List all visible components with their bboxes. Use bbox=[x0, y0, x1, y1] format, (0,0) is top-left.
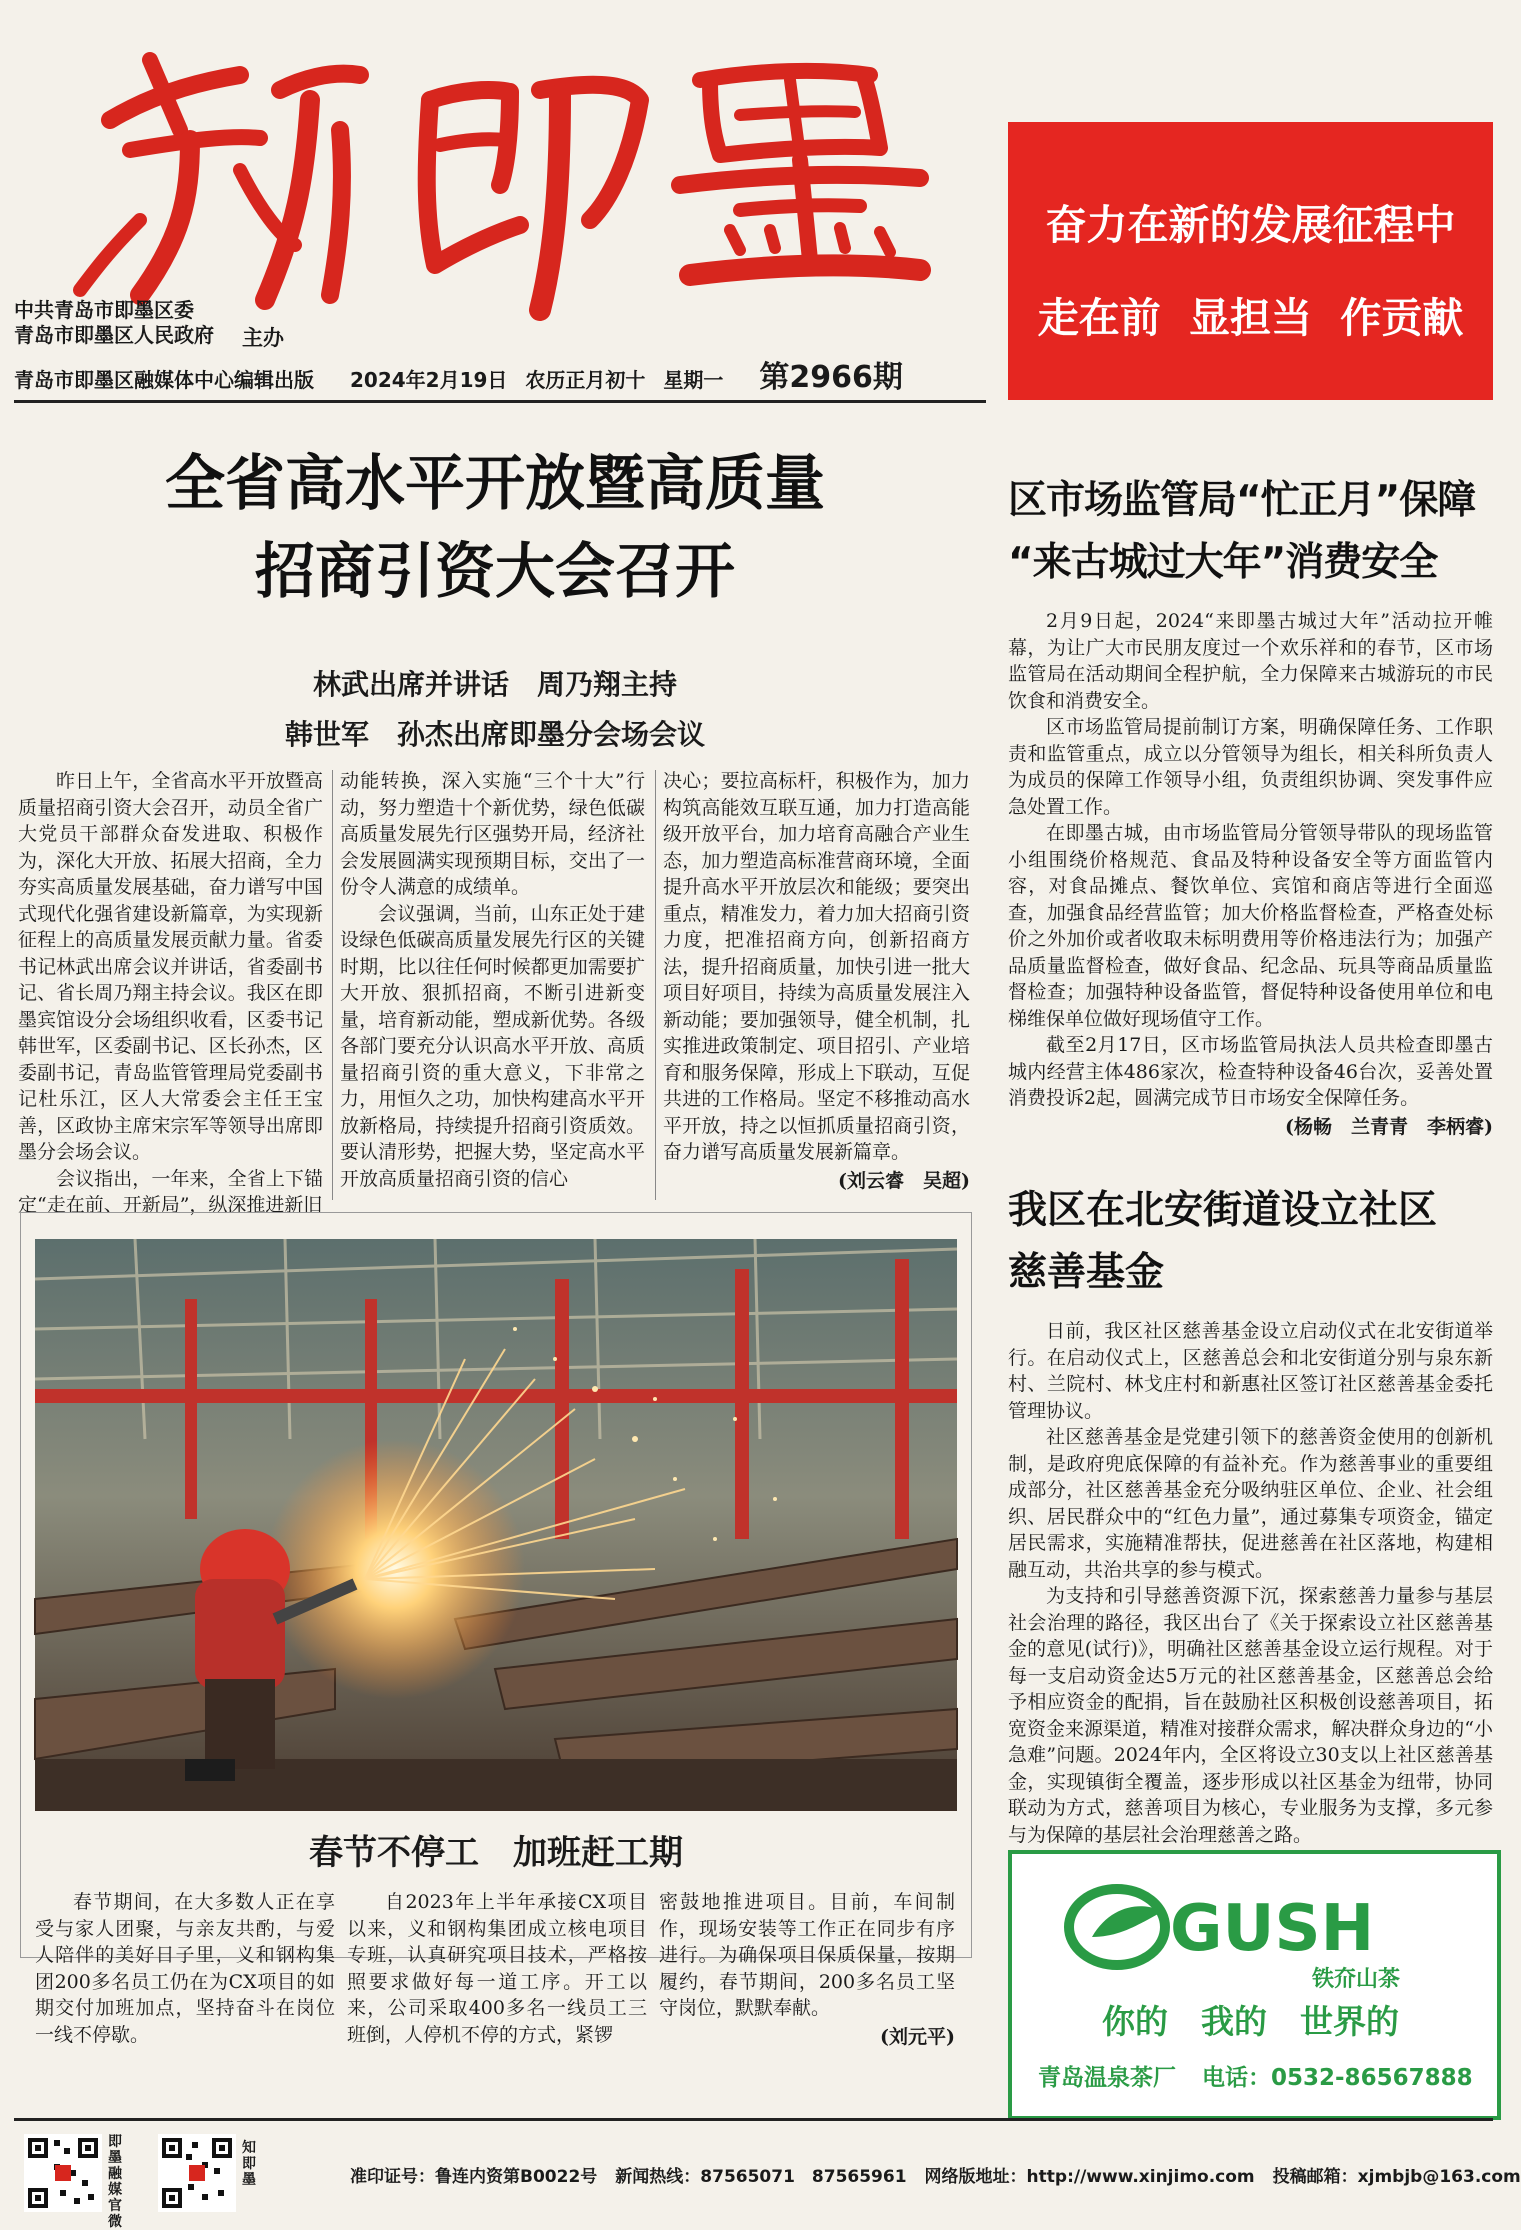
brand-sub: 铁夼山茶 bbox=[1312, 1967, 1401, 1992]
editor-line: 青岛市即墨区融媒体中心编辑出版 bbox=[14, 368, 314, 392]
qr-label-1: 即墨融媒官微 bbox=[108, 2134, 122, 2230]
ad-contact bbox=[1038, 2059, 1473, 2092]
lead-column-3 bbox=[663, 768, 970, 1193]
lead-subhead-line-1: 林武出席并讲话 周乃翔主持 bbox=[312, 668, 677, 701]
calligraphy-logo bbox=[40, 5, 960, 320]
lead-paragraph-2: 会议指出，一年来，全省上下锚定“走在前、开新局”，纵深推进新旧 bbox=[18, 1167, 323, 1216]
issue-bar bbox=[14, 352, 903, 396]
market-paragraph-2: 区市场监管局提前制订方案，明确保障任务、工作职责和监管重点，成立以分管领导为组长，相关科所负责人为成员的保障工作领导小组，负责组织协调、突发事件应急处置工作。 bbox=[1008, 716, 1493, 818]
publisher-2: 青岛市即墨区人民政府 bbox=[14, 323, 214, 347]
factory-photo bbox=[35, 1239, 957, 1811]
column-divider bbox=[655, 770, 656, 1200]
market-body bbox=[1008, 608, 1493, 1139]
charity-headline-line-1: 我区在北安街道设立社区 bbox=[1008, 1188, 1438, 1233]
photo-column-1 bbox=[35, 1889, 335, 2048]
lead-paragraph-4: 会议强调，当前，山东正处于建设绿色低碳高质量发展先行区的关键时期，比以往任何时候都更加需要扩大开放、狠抓招商，不断引进新变量，培育新动能，塑成新优势。各级各部门要充分认识高水平开放、高质量招商引资的重大意义，下非常之力，用恒久之功，加快构建高水平开放新格局，持续提升招商引资质效。要认清形势，把握大势，坚定高水平开放高质量招商引资的信心 bbox=[340, 902, 645, 1190]
publishers bbox=[14, 298, 214, 348]
lead-headline-line-1: 全省高水平开放暨高质量 bbox=[165, 449, 825, 519]
gush-logo bbox=[1062, 1882, 1442, 1972]
market-headline-line-1: 区市场监管局“忙正月”保障 bbox=[1008, 478, 1476, 523]
brand-name: GUSH bbox=[1170, 1892, 1375, 1966]
ad-company: 青岛温泉茶厂 bbox=[1038, 2065, 1176, 2091]
photo-column-3 bbox=[659, 1889, 955, 2049]
charity-headline-line-2: 慈善基金 bbox=[1008, 1250, 1165, 1295]
lead-headline bbox=[20, 440, 970, 616]
issue-number: 第2966期 bbox=[759, 360, 903, 395]
market-story bbox=[1008, 470, 1493, 1139]
lunar-date: 农历正月初十 bbox=[525, 368, 646, 392]
photo-byline: (刘元平) bbox=[880, 2025, 955, 2048]
license-number: 准印证号：鲁连内资第B0022号 bbox=[350, 2167, 598, 2187]
slogan-line-1: 奋力在新的发展征程中 bbox=[1045, 201, 1456, 249]
market-headline-line-2: “来古城过大年”消费安全 bbox=[1008, 540, 1438, 585]
lead-paragraph-1: 昨日上午，全省高水平开放暨高质量招商引资大会召开，动员全省广大党员干部群众奋发进取、积极作为，深化大开放、拓展大招商，全力夯实高质量发展基础，奋力谱写中国式现代化强省建设新篇章，为实现新征程上的高质量发展贡献力量。省委书记林武出席会议并讲话，省委副书记、省长周乃翔主持会议。我区在即墨宾馆设分会场组织收看，区委书记韩世军，区委副书记、区长孙杰，区委副书记，青岛监管管理局党委副书记杜乐江，区人大常委会主任王宝善，区政协主席宋宗军等领导出席即墨分会场会议。 bbox=[18, 770, 323, 1163]
photo-paragraph-2: 自2023年上半年承接CX项目以来，义和钢构集团成立核电项目专班，认真研究项目技术，严格按照要求做好每一道工序。开工以来，公司采取400多名一线员工三班倒，人停机不停的方式，紧锣 bbox=[347, 1891, 647, 2046]
charity-paragraph-3: 为支持和引导慈善资源下沉，探索慈善力量参与基层社会治理的路径，我区出台了《关于探索设立社区慈善基金的意见(试行)》，明确社区慈善基金设立运行规程。对于每一支启动资金达5万元的社区慈善基金，区慈善总会给予相应资金的配捐，旨在鼓励社区积极创设慈善项目，拓宽资金来源渠道，精准对接群众需求，解决群众身边的“小急难”问题。2024年内，全区将设立30支以上社区慈善基金，实现镇街全覆盖，逐步形成以社区基金为纽带，协同联动为方式，慈善项目为核心，专业服务为支撑，多元参与为保障的基层社会治理慈善之路。 bbox=[1008, 1585, 1493, 1846]
qr-code-2 bbox=[158, 2134, 236, 2212]
masthead-logo bbox=[40, 5, 960, 320]
publisher-1: 中共青岛市即墨区委 bbox=[14, 298, 194, 322]
masthead-rule-left bbox=[14, 400, 986, 403]
weekday: 星期一 bbox=[663, 368, 724, 392]
qr-label-2: 知即墨 bbox=[242, 2140, 256, 2188]
lead-column-1 bbox=[18, 768, 323, 1219]
footer bbox=[0, 2122, 1521, 2230]
slogan-line-2: 走在前 显担当 作贡献 bbox=[1037, 294, 1464, 342]
market-paragraph-1: 2月9日起，2024“来即墨古城过大年”活动拉开帷幕，为让广大市民朋友度过一个欢乐祥和的春节，区市场监管局在活动期间全程护航，全力保障来古城游玩的市民饮食和消费安全。 bbox=[1008, 610, 1493, 712]
photo-caption: 春节不停工 加班赶工期 bbox=[309, 1833, 683, 1873]
lead-subhead bbox=[20, 660, 970, 760]
lead-subhead-line-2: 韩世军 孙杰出席即墨分会场会议 bbox=[284, 718, 705, 751]
footer-rule bbox=[14, 2118, 1493, 2121]
tea-advertisement bbox=[1008, 1850, 1501, 2120]
lead-headline-line-2: 招商引资大会召开 bbox=[255, 537, 735, 607]
footer-info bbox=[350, 2162, 1521, 2187]
website: 网络版地址：http://www.xinjimo.com bbox=[924, 2167, 1255, 2187]
market-headline bbox=[1008, 470, 1493, 594]
charity-paragraph-2: 社区慈善基金是党建引领下的慈善资金使用的创新机制，是政府兜底保障的有益补充。作为慈善事业的重要组成部分，社区慈善基金充分吸纳驻区单位、企业、社会组织、居民群众中的“红色力量”，通过募集专项资金，锚定居民需求，实施精准帮扶，促进慈善在社区落地，构建相融互动，共治共享的参与模式。 bbox=[1008, 1426, 1493, 1581]
leaf-icon bbox=[1062, 1882, 1442, 1972]
market-paragraph-4: 截至2月17日，区市场监管局执法人员共检查即墨古城内经营主体486家次，检查特种设备46台次，妥善处置消费投诉2起，圆满完成节日市场安全保障任务。 bbox=[1008, 1034, 1493, 1109]
host-label: 主办 bbox=[242, 326, 284, 350]
charity-paragraph-1: 日前，我区社区慈善基金设立启动仪式在北安街道举行。在启动仪式上，区慈善总会和北安街道分别与泉东新村、兰院村、林戈庄村和新惠社区签订社区慈善基金委托管理协议。 bbox=[1008, 1320, 1493, 1422]
market-byline: (杨畅 兰青青 李柄睿) bbox=[1285, 1115, 1493, 1138]
issue-date: 2024年2月19日 bbox=[350, 368, 508, 392]
lead-byline: (刘云睿 吴超) bbox=[838, 1169, 970, 1192]
charity-headline bbox=[1008, 1180, 1493, 1304]
ad-phone: 电话：0532-86567888 bbox=[1202, 2065, 1473, 2091]
photo-story-frame bbox=[20, 1212, 972, 2048]
news-hotline: 新闻热线：87565071 87565961 bbox=[615, 2167, 907, 2187]
email: 投稿邮箱：xjmbjb@163.com bbox=[1272, 2167, 1521, 2187]
masthead-title-text: 新即墨 bbox=[40, 5, 89, 24]
ad-slogan: 你的 我的 世界的 bbox=[1102, 2002, 1399, 2041]
lead-paragraph-5: 决心；要拉高标杆，积极作为，加力构筑高能效互联互通，加力打造高能级开放平台，加力培育高融合产业生态，加力塑造高标准营商环境，全面提升高水平开放层次和能级；要突出重点，精准发力，着力加大招商引资力度，把准招商方向，创新招商方法，提升招商质量，加快引进一批大项目好项目，持续为高质量发展注入新动能；要加强领导，健全机制，扎实推进政策制定、项目招引、产业培育和服务保障，形成上下联动，互促共进的工作格局。坚定不移推动高水平开放，持之以恒抓质量招商引资，奋力谱写高质量发展新篇章。 bbox=[663, 770, 970, 1163]
photo-paragraph-3: 密鼓地推进项目。目前，车间制作，现场安装等工作正在同步有序进行。为确保项目保质保量，按期履约，春节期间，200多名员工坚守岗位，默默奉献。 bbox=[659, 1891, 955, 2019]
welding-sparks-image bbox=[35, 1239, 957, 1811]
lead-paragraph-3: 动能转换，深入实施“三个十大”行动，努力塑造十个新优势，绿色低碳高质量发展先行区强势开局，经济社会发展圆满实现预期目标，交出了一份令人满意的成绩单。 bbox=[340, 770, 645, 898]
charity-body bbox=[1008, 1318, 1493, 1875]
column-divider bbox=[332, 770, 333, 1200]
lead-column-2 bbox=[340, 768, 645, 1192]
slogan-box bbox=[1008, 122, 1493, 400]
photo-column-2 bbox=[347, 1889, 647, 2048]
market-paragraph-3: 在即墨古城，由市场监管局分管领导带队的现场监管小组围绕价格规范、食品及特种设备安全等方面监管内容，对食品摊点、餐饮单位、宾馆和商店等进行全面巡查，加强食品经营监管；加大价格监督检查，严格查处标价之外加价或者收取未标明费用等价格违法行为；加强产品质量监督检查，做好食品、纪念品、玩具等商品质量监督检查；加强特种设备监管，督促特种设备使用单位和电梯维保单位做好现场值守工作。 bbox=[1008, 822, 1493, 1030]
charity-story bbox=[1008, 1180, 1493, 1875]
photo-paragraph-1: 春节期间，在大多数人正在享受与家人团聚，与亲友共酌，与爱人陪伴的美好日子里，义和钢构集团200多名员工仍在为CX项目的如期交付加班加点，坚持奋斗在岗位一线不停歇。 bbox=[35, 1891, 335, 2046]
qr-code-1 bbox=[24, 2134, 102, 2212]
